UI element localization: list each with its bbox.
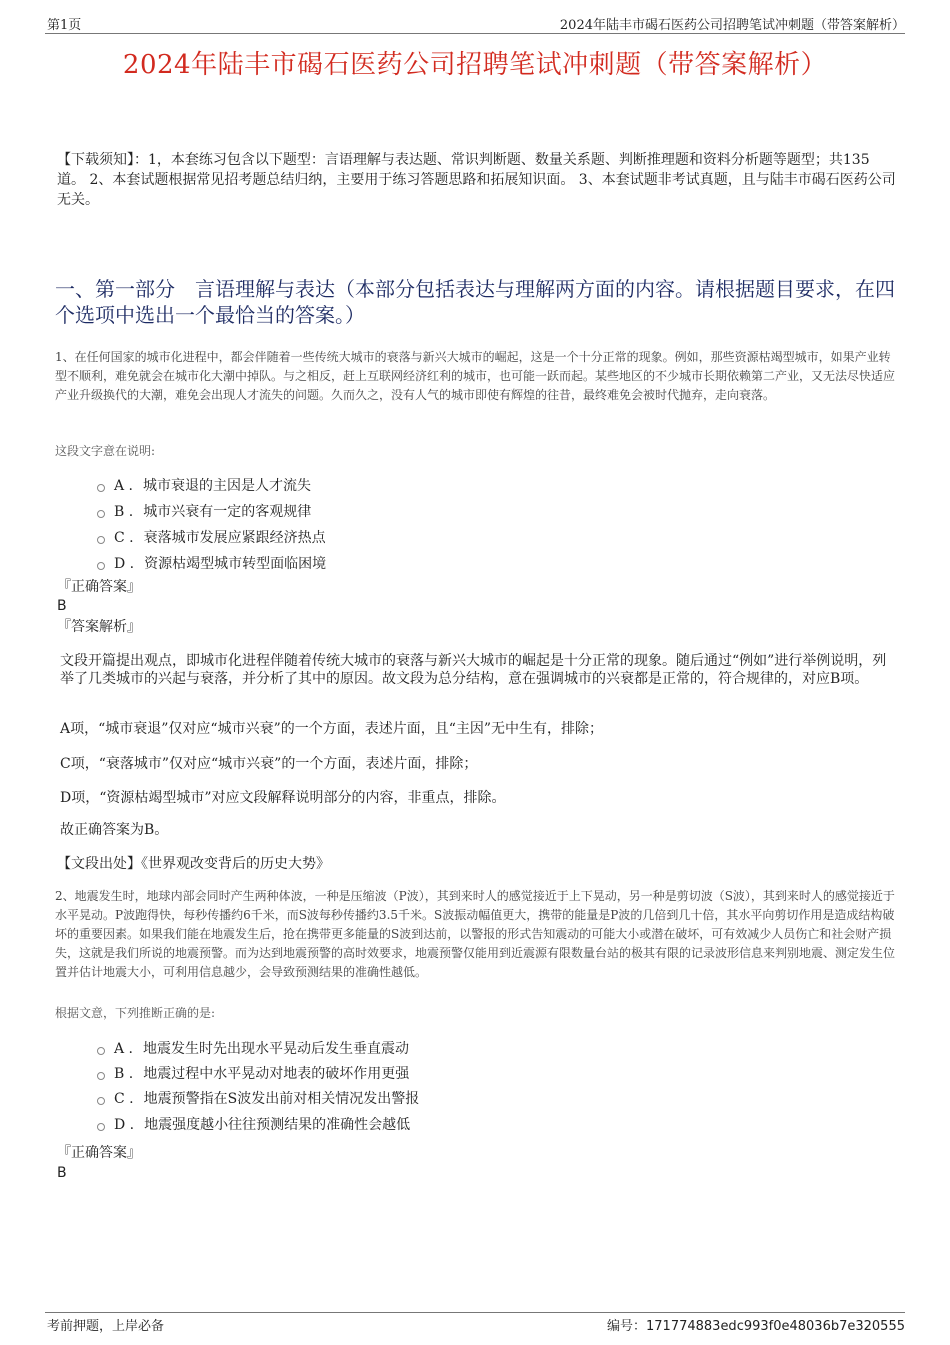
question-1-answer-label: 『正确答案』 xyxy=(57,579,141,595)
option-text: 衰落城市发展应紧跟经济热点 xyxy=(143,530,326,546)
radio-icon[interactable] xyxy=(97,484,105,492)
option-letter: D . xyxy=(114,1117,135,1133)
question-1-prompt: 这段文字意在说明: xyxy=(55,444,156,458)
option-text: 城市衰退的主因是人才流失 xyxy=(143,478,312,494)
question-1-analysis-label: 『答案解析』 xyxy=(57,619,141,635)
radio-icon[interactable] xyxy=(97,510,105,518)
radio-icon[interactable] xyxy=(97,1047,105,1055)
footer-slogan: 考前押题，上岸必备 xyxy=(47,1319,165,1334)
option-text: 地震强度越小往往预测结果的准确性会越低 xyxy=(144,1117,411,1133)
option-letter: A . xyxy=(114,478,134,494)
question-1-analysis-a: A项，“城市衰退”仅对应“城市兴衰”的一个方面，表述片面，且“主因”无中生有，排除； xyxy=(60,721,604,737)
question-2-option-b[interactable] xyxy=(97,1064,409,1084)
section-title: 一、第一部分 言语理解与表达（本部分包括表达与理解两方面的内容。请根据题目要求，在四个选项中选出一个最恰当的答案。） xyxy=(55,277,895,327)
option-text: 资源枯竭型城市转型面临困境 xyxy=(144,556,327,572)
question-1-option-b[interactable] xyxy=(97,502,311,522)
page-number: 第1页 xyxy=(47,18,82,33)
option-letter: B . xyxy=(114,1066,134,1082)
running-title: 2024年陆丰市碣石医药公司招聘笔试冲刺题（带答案解析） xyxy=(559,18,905,33)
question-2-prompt: 根据文意，下列推断正确的是: xyxy=(55,1006,216,1020)
question-2-option-a[interactable] xyxy=(97,1039,409,1059)
option-text: 地震过程中水平晃动对地表的破坏作用更强 xyxy=(143,1066,410,1082)
radio-icon[interactable] xyxy=(97,1097,105,1105)
question-1-analysis-conclusion: 故正确答案为B。 xyxy=(60,822,169,838)
radio-icon[interactable] xyxy=(97,536,105,544)
question-1-option-a[interactable] xyxy=(97,476,311,496)
question-1-option-d[interactable] xyxy=(97,554,326,574)
question-1-option-c[interactable] xyxy=(97,528,326,548)
document-code-value: 171774883edc993f0e48036b7e320555 xyxy=(646,1319,905,1334)
option-letter: A . xyxy=(114,1041,134,1057)
question-2-answer: B xyxy=(57,1165,67,1181)
radio-icon[interactable] xyxy=(97,1072,105,1080)
document-title: 2024年陆丰市碣石医药公司招聘笔试冲刺题（带答案解析） xyxy=(122,50,828,80)
header-divider xyxy=(45,33,905,34)
option-letter: B . xyxy=(114,504,134,520)
question-1-source: 【文段出处】《世界观改变背后的历史大势》 xyxy=(57,856,330,872)
question-1-answer: B xyxy=(57,598,67,614)
footer-divider xyxy=(45,1312,905,1313)
option-text: 地震发生时先出现水平晃动后发生垂直震动 xyxy=(143,1041,410,1057)
question-2-option-c[interactable] xyxy=(97,1089,419,1109)
question-2-answer-label: 『正确答案』 xyxy=(57,1145,141,1161)
question-2-passage: 2、地震发生时，地球内部会同时产生两种体波，一种是压缩波（P波），其到来时人的感觉接近于上下晃动，另一种是剪切波（S波），其到来时人的感觉接近于水平晃动。P波跑得快，每秒传播约6千米，而S波每秒传播约3.5千米。S波振动幅值更大，携带的能量是P波的几倍到几十倍，其水平向剪切作用是造成结构破坏的重要因素。如果我们能在地震发生后，抢在携带更多能量的S波到达前，以警报的形式告知震动的可能大小或潜在破坏，可有效减少人员伤亡和社会财产损失，这就是我们所说的地震预警。而为达到地震预警的高时效要求，地震预警仅能用到近震源有限数量台站的极其有限的记录波形信息来判别地震、测定发生位置并估计地震大小，可利用信息越少，会导致预测结果的准确性越低。 xyxy=(55,889,896,979)
document-code-label: 编号： xyxy=(606,1319,646,1334)
download-notice: 【下载须知】：1，本套练习包含以下题型：言语理解与表达题、常识判断题、数量关系题、判断推理题和资料分析题等题型；共135道。 2、本套试题根据常见招考题总结归纳，主要用于练习答题思路和拓展知识面。 3、本套试题非考试真题，且与陆丰市碣石医药公司无关。 xyxy=(57,152,896,208)
option-text: 城市兴衰有一定的客观规律 xyxy=(143,504,312,520)
question-2-option-d[interactable] xyxy=(97,1115,410,1135)
question-1-analysis-c: C项，“衰落城市”仅对应“城市兴衰”的一个方面，表述片面，排除； xyxy=(60,756,478,772)
question-1-passage: 1、在任何国家的城市化进程中，都会伴随着一些传统大城市的衰落与新兴大城市的崛起，这是一个十分正常的现象。例如，那些资源枯竭型城市，如果产业转型不顺利，难免就会在城市化大潮中掉队。与之相反，赶上互联网经济红利的城市，也可能一跃而起。某些地区的不少城市长期依赖第二产业，又无法尽快适应产业升级换代的大潮，难免会出现人才流失的问题。久而久之，没有人气的城市即使有辉煌的往昔，最终难免会被时代抛弃，走向衰落。 xyxy=(55,350,896,402)
option-text: 地震预警指在S波发出前对相关情况发出警报 xyxy=(143,1091,420,1107)
question-1-analysis-summary: 文段开篇提出观点，即城市化进程伴随着传统大城市的衰落与新兴大城市的崛起是十分正常的现象。随后通过“例如”进行举例说明，列举了几类城市的兴起与衰落，并分析了其中的原因。故文段为总分结构，意在强调城市的兴衰都是正常的，符合规律的，对应B项。 xyxy=(60,653,887,687)
radio-icon[interactable] xyxy=(97,562,105,570)
radio-icon[interactable] xyxy=(97,1123,105,1131)
option-letter: C . xyxy=(114,1091,134,1107)
option-letter: D . xyxy=(114,556,135,572)
document-code xyxy=(607,1315,905,1334)
option-letter: C . xyxy=(114,530,134,546)
question-1-analysis-d: D项，“资源枯竭型城市”对应文段解释说明部分的内容，非重点，排除。 xyxy=(60,790,506,806)
